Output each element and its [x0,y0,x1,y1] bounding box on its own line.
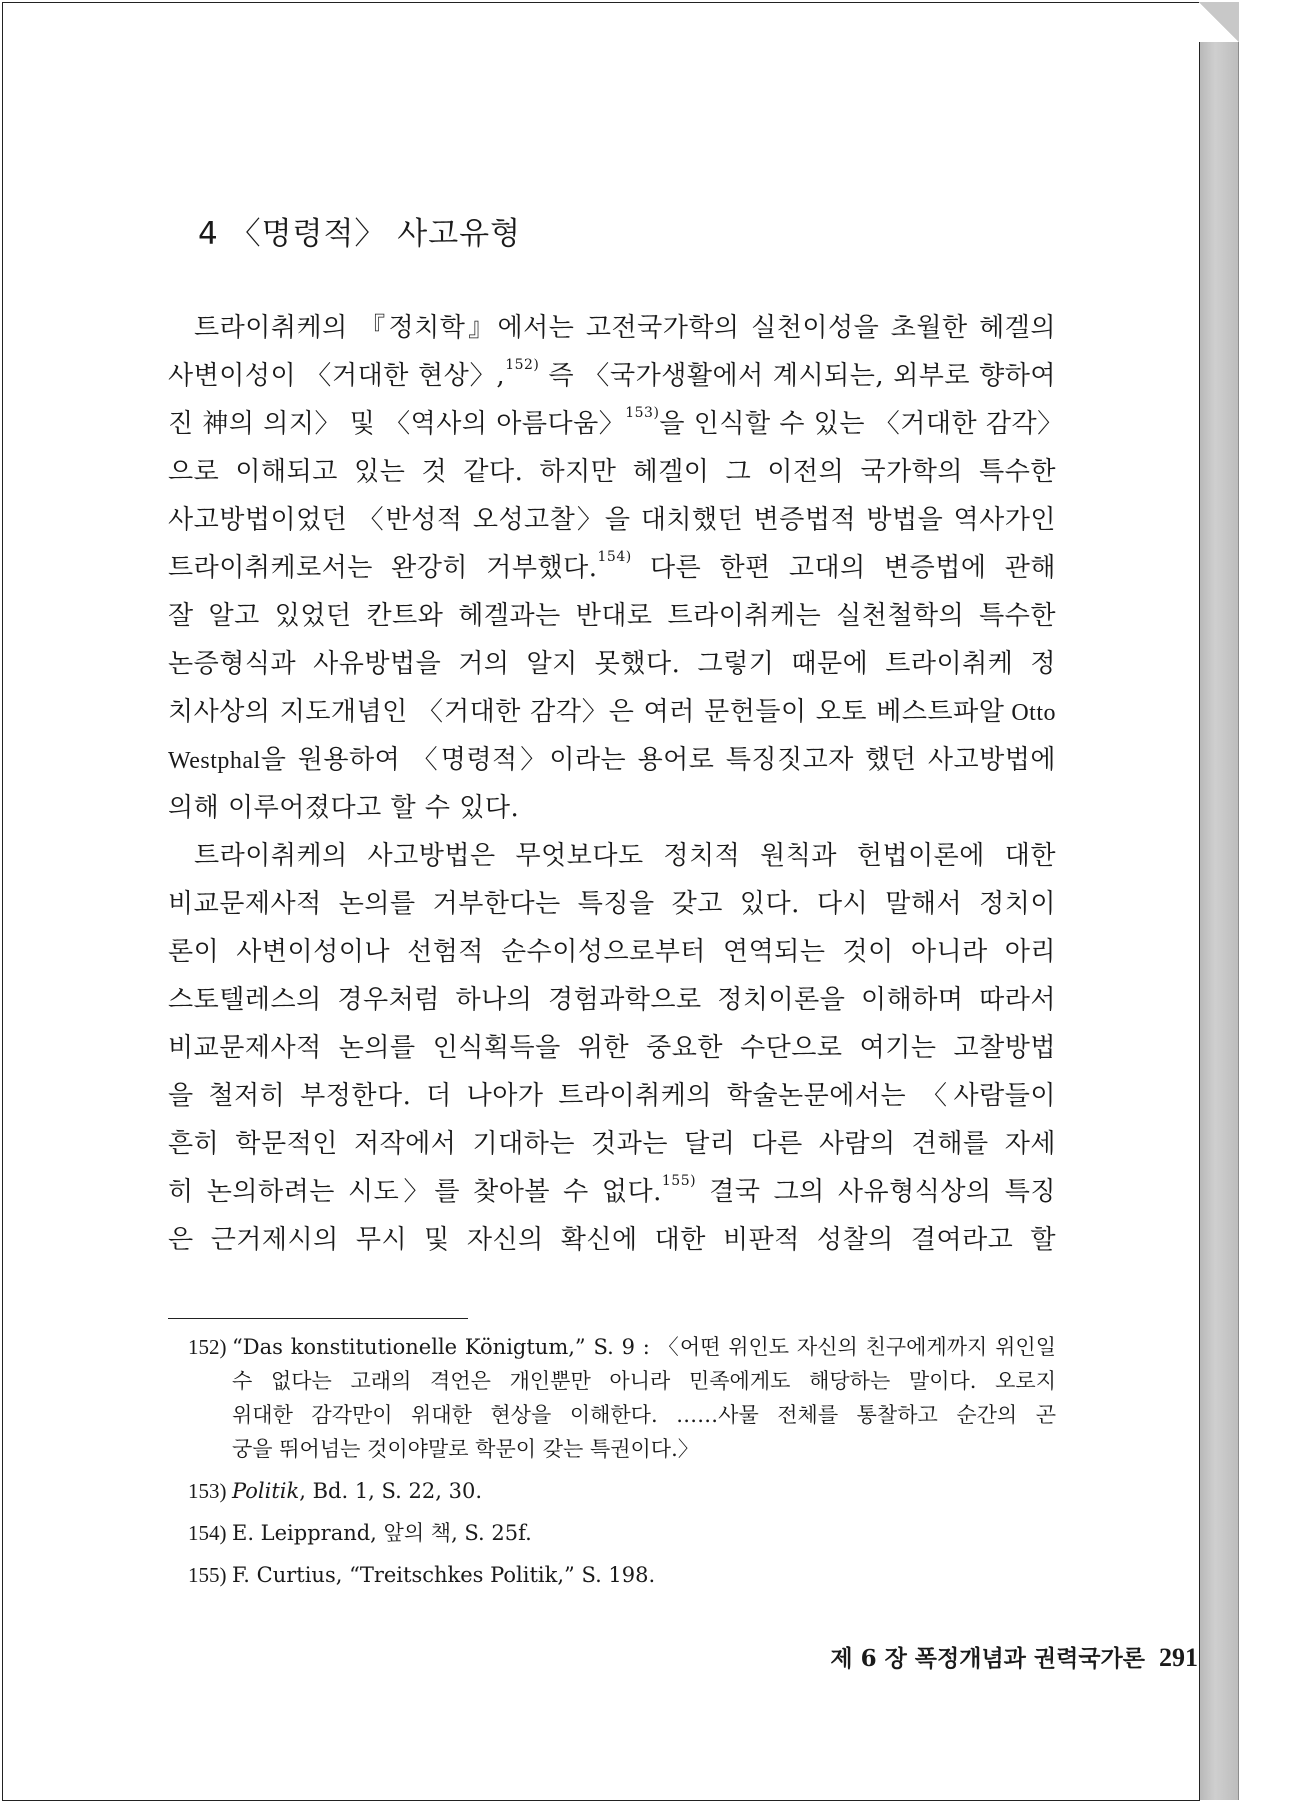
footnote-ref: 154) [597,549,632,565]
footnote-line: “Das konstitutionelle Königtum,” S. 9 : 〈어떤 위인도 자신의 친구에게까지 위인일 [232,1335,1056,1359]
footnote-153 [188,1474,1056,1508]
text-line: Westphal을 원용하여 〈명령적〉이라는 용어로 특징짓고자 했던 사고방법에 [168,745,1056,775]
text-line: 치사상의 지도개념인 〈거대한 감각〉은 여러 문헌들이 오토 베스트파알 Otto [168,697,1057,727]
footnote-number: 152) [188,1335,227,1359]
footnote-line: Politik, Bd. 1, S. 22, 30. [232,1479,482,1503]
text-line: 사변이성이 〈거대한 현상〉,$^{152)}$ 즉 〈국가생활에서 계시되는, 외부로 향하여 [168,357,1056,391]
text-line: 흔히 학문적인 저작에서 기대하는 것과는 달리 다른 사람의 견해를 자세 [168,1129,1056,1159]
footnote-number: 153) [188,1479,227,1503]
text-line: 논증형식과 사유방법을 거의 알지 못했다. 그렇기 때문에 트라이취케 정 [168,649,1056,679]
footnote-ref: 152) [505,357,540,373]
footnote-155 [188,1558,1056,1592]
text-line: 사고방법이었던 〈반성적 오성고찰〉을 대치했던 변증법적 방법을 역사가인 [168,505,1056,535]
text-line: 을 철저히 부정한다. 더 나아가 트라이취케의 학술논문에서는 〈사람들이 [168,1081,1056,1111]
footnote-number: 154) [188,1521,227,1545]
page-stack-edge [1200,8,1239,1800]
footnote-separator [168,1318,468,1319]
page-number: 291 [1159,1643,1198,1672]
footnotes [188,1330,1056,1592]
text-line: 비교문제사적 논의를 거부한다는 특징을 갖고 있다. 다시 말해서 정치이 [168,889,1056,919]
text-line: 론이 사변이성이나 선험적 순수이성으로부터 연역되는 것이 아니라 아리 [168,937,1056,967]
footnote-line: 궁을 뛰어넘는 것이야말로 학문이 갖는 특권이다.〉 [232,1437,699,1461]
running-footer [758,1640,1198,1673]
text-line: 트라이취케의 사고방법은 무엇보다도 정치적 원칙과 헌법이론에 대한 [194,841,1056,871]
text-line: 의해 이루어졌다고 할 수 있다. [168,793,520,823]
page-corner [1199,2,1239,42]
footnote-line: F. Curtius, “Treitschkes Politik,” S. 198. [232,1563,656,1587]
text-line: 진 神의 의지〉 및 〈역사의 아름다움〉$^{153)}$을 인식할 수 있는 〈거대한 감각〉 [168,405,1064,439]
footnote-152 [188,1330,1056,1466]
footnote-number: 155) [188,1563,227,1587]
footnote-ref: 153) [625,405,660,421]
text-line: 비교문제사적 논의를 인식획득을 위한 중요한 수단으로 여기는 고찰방법 [168,1033,1056,1063]
text-line: 트라이취케의 『정치학』에서는 고전국가학의 실천이성을 초월한 헤겔의 [194,313,1056,343]
footnote-line: 수 없다는 고래의 격언은 개인뿐만 아니라 민족에게도 해당하는 말이다. 오로지 [232,1369,1056,1393]
footnote-154 [188,1516,1056,1550]
text-line: 은 근거제시의 무시 및 자신의 확신에 대한 비판적 성찰의 결여라고 할 [168,1225,1056,1255]
chapter-title: 제 6 장 폭정개념과 권력국가론 [830,1645,1145,1672]
paragraph-2 [168,832,1056,1264]
text-line: 잘 알고 있었던 칸트와 헤겔과는 반대로 트라이취케는 실천철학의 특수한 [168,601,1056,631]
text-line: 히 논의하려는 시도〉를 찾아볼 수 없다.$^{155)}$ 결국 그의 사유형식상의 특징 [168,1173,1056,1207]
paragraph-1 [168,304,1064,832]
footnote-ref: 155) [661,1173,697,1189]
text-line: 스토텔레스의 경우처럼 하나의 경험과학으로 정치이론을 이해하며 따라서 [168,985,1056,1015]
text-line: 으로 이해되고 있는 것 같다. 하지만 헤겔이 그 이전의 국가학의 특수한 [168,457,1056,487]
footnote-line: E. Leipprand, 앞의 책, S. 25f. [232,1521,532,1545]
section-heading: 4 〈명령적〉 사고유형 [198,216,522,252]
footnote-line: 위대한 감각만이 위대한 현상을 이해한다. ……사물 전체를 통찰하고 순간의 곤 [232,1403,1056,1427]
text-line: 트라이취케로서는 완강히 거부했다.$^{154)}$ 다른 한편 고대의 변증법에 관해 [168,549,1056,583]
